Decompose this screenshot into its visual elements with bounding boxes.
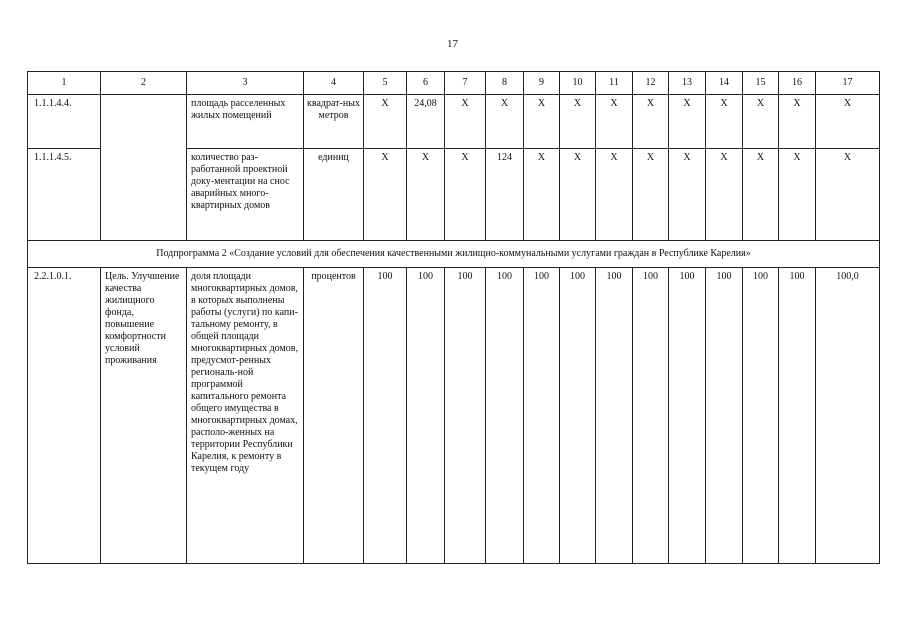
column-header: 17 <box>816 72 880 95</box>
column-header: 16 <box>779 72 816 95</box>
value-cell: X <box>669 95 706 149</box>
value-cell: 100 <box>486 268 524 564</box>
column-header: 1 <box>28 72 101 95</box>
value-cell: X <box>596 95 633 149</box>
indicator-cell: доля площади многоквартирных домов, в которых выполнены работы (услуги) по капи-тальному ремонту, в общей площади многоквартирных домов, предусмот-ренных региональ-ной программой капитального ремонта общего имущества в многоквартирных домах, располо-женных на территории Республики Карелия, к ремонту в текущем году <box>187 268 304 564</box>
value-cell: 100 <box>669 268 706 564</box>
value-cell: X <box>743 95 779 149</box>
value-cell: X <box>706 149 743 241</box>
column-header: 14 <box>706 72 743 95</box>
value-cell: X <box>816 95 880 149</box>
column-header: 10 <box>560 72 596 95</box>
value-cell: 100,0 <box>816 268 880 564</box>
column-header: 3 <box>187 72 304 95</box>
value-cell: X <box>779 149 816 241</box>
value-cell: X <box>445 95 486 149</box>
value-cell: 100 <box>560 268 596 564</box>
value-cell: X <box>706 95 743 149</box>
column-header: 9 <box>524 72 560 95</box>
value-cell: 100 <box>364 268 407 564</box>
subprogram-row <box>28 241 880 268</box>
value-cell: X <box>486 95 524 149</box>
value-cell: X <box>407 149 445 241</box>
value-cell: 100 <box>407 268 445 564</box>
column-header: 6 <box>407 72 445 95</box>
value-cell: 100 <box>596 268 633 564</box>
unit-cell: квадрат-ных метров <box>304 95 364 149</box>
table-row <box>28 95 880 149</box>
row-code: 1.1.1.4.4. <box>28 95 101 149</box>
column-header: 2 <box>101 72 187 95</box>
value-cell: 100 <box>445 268 486 564</box>
value-cell: X <box>743 149 779 241</box>
indicator-cell: площадь расселенных жилых помещений <box>187 95 304 149</box>
value-cell: X <box>816 149 880 241</box>
row-code: 2.2.1.0.1. <box>28 268 101 564</box>
value-cell: X <box>524 149 560 241</box>
value-cell: X <box>364 95 407 149</box>
column-header: 7 <box>445 72 486 95</box>
table-row <box>28 268 880 564</box>
value-cell: 100 <box>633 268 669 564</box>
value-cell: 100 <box>779 268 816 564</box>
value-cell: 124 <box>486 149 524 241</box>
value-cell: X <box>669 149 706 241</box>
value-cell: X <box>560 149 596 241</box>
column-header: 13 <box>669 72 706 95</box>
unit-cell: единиц <box>304 149 364 241</box>
value-cell: X <box>779 95 816 149</box>
value-cell: 100 <box>706 268 743 564</box>
unit-cell: процентов <box>304 268 364 564</box>
value-cell: 100 <box>524 268 560 564</box>
value-cell: X <box>445 149 486 241</box>
value-cell: X <box>560 95 596 149</box>
goal-cell <box>101 95 187 241</box>
value-cell: X <box>596 149 633 241</box>
column-header: 8 <box>486 72 524 95</box>
value-cell: X <box>633 95 669 149</box>
column-header: 15 <box>743 72 779 95</box>
indicator-table <box>27 71 880 564</box>
indicator-cell: количество раз-работанной проектной доку-ментации на снос аварийных много-квартирных домов <box>187 149 304 241</box>
row-code: 1.1.1.4.5. <box>28 149 101 241</box>
column-header: 5 <box>364 72 407 95</box>
column-header: 4 <box>304 72 364 95</box>
value-cell: X <box>524 95 560 149</box>
header-row <box>28 72 880 95</box>
value-cell: 100 <box>743 268 779 564</box>
column-header: 12 <box>633 72 669 95</box>
value-cell: X <box>364 149 407 241</box>
subprogram-title: Подпрограмма 2 «Создание условий для обеспечения качественными жилищно-коммунальными услугами граждан в Республике Карелия» <box>28 241 880 268</box>
column-header: 11 <box>596 72 633 95</box>
goal-cell: Цель. Улучшение качества жилищного фонда, повышение комфортности условий проживания <box>101 268 187 564</box>
value-cell: X <box>633 149 669 241</box>
page-number: 17 <box>447 38 458 50</box>
value-cell: 24,08 <box>407 95 445 149</box>
